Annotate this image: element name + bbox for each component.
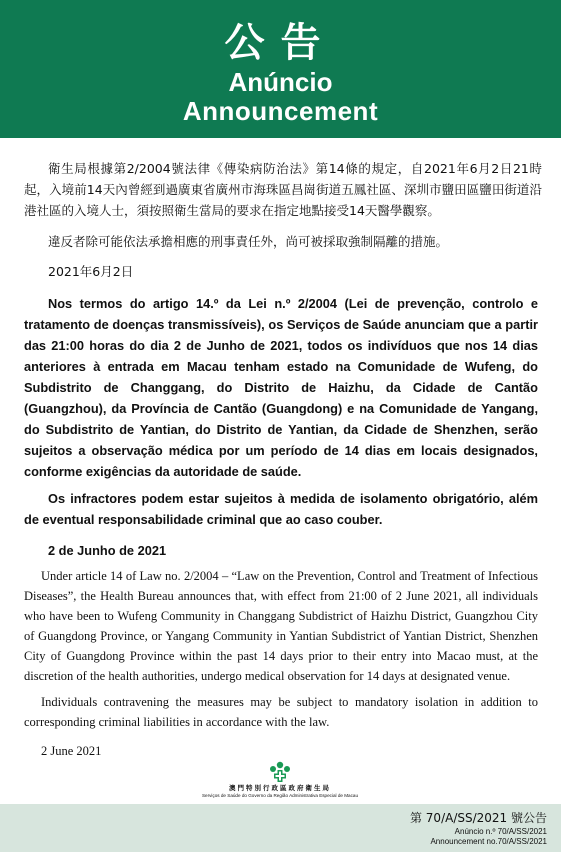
chinese-paragraph-2: 違反者除可能依法承擔相應的刑事責任外，尚可被採取強制隔離的措施。	[48, 234, 449, 249]
english-paragraph-1: Under article 14 of Law no. 2/2004 – “Law on the Prevention, Control and Treatment of Infectious Diseases”, the Health Bureau announces that, with effect from 21:00 of 2 June 2021, all individuals who have been to Wufeng Community in Changgang Subdistrict of Haizhu District, Guangzhou City of Guangdong Province, or Yangang Community in Yantian Subdistrict of Yantian District, Shenzhen City of Guangdong Province within the past 14 days prior to their entry into Macao must, at the discretion of the health authorities, undergo medical observation for 14 days at designated venue.	[24, 569, 538, 683]
english-paragraph-2: Individuals contravening the measures may be subject to mandatory isolation in addition to corresponding criminal liabilities in accordance with the law.	[24, 695, 538, 729]
chinese-paragraph-1: 衛生局根據第2/2004號法律《傳染病防治法》第14條的規定，自2021年6月2日21時起，入境前14天內曾經到過廣東省廣州市海珠區昌崗街道五鳳社區、深圳市鹽田區鹽田街道沿港社區的入境人士，須按照衛生當局的要求在指定地點接受14天醫學觀察。	[24, 161, 542, 218]
reference-english: Announcement no.70/A/SS/2021	[430, 837, 547, 846]
reference-chinese: 第 70/A/SS/2021 號公告	[409, 811, 547, 825]
health-bureau-logo	[190, 761, 370, 799]
chinese-date: 2021年6月2日	[48, 264, 134, 279]
chinese-section	[24, 158, 542, 282]
english-section	[24, 566, 538, 761]
title-english: Announcement	[182, 96, 379, 126]
portuguese-section	[24, 293, 538, 561]
portuguese-date: 2 de Junho de 2021	[48, 543, 167, 558]
footer-band	[0, 804, 561, 852]
announcement-header	[0, 0, 561, 138]
english-date: 2 June 2021	[41, 744, 102, 758]
title-chinese: 公告	[224, 20, 337, 66]
logo-name-portuguese: Serviços de Saúde do Governo da Região Administrativa Especial de Macau	[201, 793, 359, 798]
health-bureau-emblem-icon	[267, 761, 293, 783]
reference-portuguese: Anúncio n.º 70/A/SS/2021	[454, 827, 547, 836]
portuguese-paragraph-2: Os infractores podem estar sujeitos à medida de isolamento obrigatório, além de eventual responsabilidade criminal que ao caso couber.	[24, 491, 538, 527]
portuguese-paragraph-1: Nos termos do artigo 14.º da Lei n.º 2/2004 (Lei de prevenção, controlo e tratamento de doenças transmissíveis), os Serviços de Saúde anunciam que a partir das 21:00 horas do dia 2 de Junho de 2021, todos os indivíduos que nos 14 dias anteriores à entrada em Macau tenham estado na Comunidade de Wufeng, do Subdistrito de Changgang, do Distrito de Haizhu, da Cidade de Cantão (Guangzhou), da Província de Cantão (Guangdong) e na Comunidade de Yangang, do Subdistrito de Yantian, do Distrito de Yantian, da Cidade de Shenzhen, serão sujeitos a observação médica por um período de 14 dias em locais designados, conforme exigências da autoridade de saúde.	[24, 296, 538, 479]
title-portuguese: Anúncio	[228, 67, 333, 97]
logo-name-chinese: 澳門特別行政區政府衛生局	[229, 784, 331, 792]
